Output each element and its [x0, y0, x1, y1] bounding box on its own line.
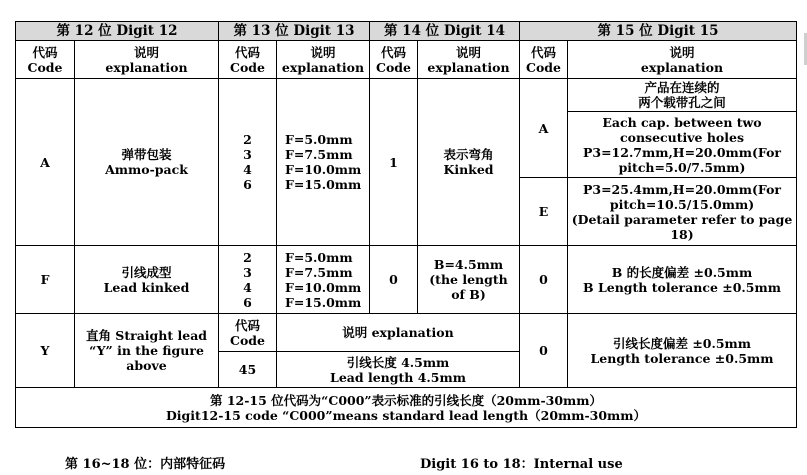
code-subheader: 代码 Code: [520, 41, 568, 79]
digit12-ammo-pack: 弹带包装 Ammo-pack: [75, 79, 219, 246]
digit15-a-cn: 产品在连续的 两个载带孔之间: [568, 79, 796, 112]
y-code-subheader: 代码 Code: [219, 314, 277, 352]
digit13-pitches: F=5.0mm F=7.5mm F=10.0mm F=15.0mm: [277, 79, 370, 246]
digit12-straight-lead: 直角 Straight lead “Y” in the figure above: [75, 314, 219, 388]
digit15-code-0: 0: [520, 314, 568, 388]
digit14-header: 第 14 位 Digit 14: [370, 22, 520, 41]
explanation-subheader: 说明 explanation: [568, 41, 797, 79]
digit14-code-0: 0: [370, 246, 418, 314]
digit13-pitches: F=5.0mm F=7.5mm F=10.0mm F=15.0mm: [277, 246, 370, 314]
digit13-header: 第 13 位 Digit 13: [219, 22, 370, 41]
code-subheader: 代码 Code: [370, 41, 418, 79]
y-lead-length: 引线长度 4.5mm Lead length 4.5mm: [277, 352, 520, 388]
code-subheader: 代码 Code: [16, 41, 75, 79]
digit15-a-explanation: [568, 79, 797, 178]
explanation-subheader: 说明 explanation: [277, 41, 370, 79]
explanation-subheader: 说明 explanation: [75, 41, 219, 79]
digit13-codes: 2 3 4 6: [219, 79, 277, 246]
digit12-code-a: A: [16, 79, 75, 246]
digit15-code-a: A: [520, 79, 568, 178]
digit15-code-e: E: [520, 178, 568, 246]
digit14-b-length: B=4.5mm (the length of B): [418, 246, 520, 314]
code-subheader: 代码 Code: [219, 41, 277, 79]
footer-digit16-cn: 第 16~18 位：内部特征码: [65, 457, 226, 472]
digit14-code-1: 1: [370, 79, 418, 246]
digit12-code-y: Y: [16, 314, 75, 388]
digit12-header: 第 12 位 Digit 12: [16, 22, 219, 41]
digit13-codes: 2 3 4 6: [219, 246, 277, 314]
digit15-b-tolerance: B 的长度偏差 ±0.5mm B Length tolerance ±0.5mm: [568, 246, 797, 314]
y-explanation-subheader: 说明 explanation: [277, 314, 520, 352]
c000-note: 第 12-15 位代码为“C000”表示标准的引线长度（20mm-30mm） Digit12-15 code “C000”means standard lead length（20mm-30mm）: [16, 388, 797, 428]
digit12-lead-kinked: 引线成型 Lead kinked: [75, 246, 219, 314]
digit15-a-en: Each cap. between two consecutive holes P3=12.7mm,H=20.0mm(For pitch=5.0/7.5mm): [582, 115, 782, 175]
y-code-45: 45: [219, 352, 277, 388]
digit12-code-f: F: [16, 246, 75, 314]
digit14-kinked: 表示弯角 Kinked: [418, 79, 520, 246]
digit15-code-0: 0: [520, 246, 568, 314]
digit15-header: 第 15 位 Digit 15: [520, 22, 797, 41]
footer-digit16-en: Digit 16 to 18：Internal use: [420, 457, 623, 472]
explanation-subheader: 说明 explanation: [418, 41, 520, 79]
digit15-length-tolerance: 引线长度偏差 ±0.5mm Length tolerance ±0.5mm: [568, 314, 797, 388]
digit-spec-table: [15, 21, 797, 428]
digit15-e-explanation: P3=25.4mm,H=20.0mm(For pitch=10.5/15.0mm) (Detail parameter refer to page 18): [568, 178, 797, 246]
